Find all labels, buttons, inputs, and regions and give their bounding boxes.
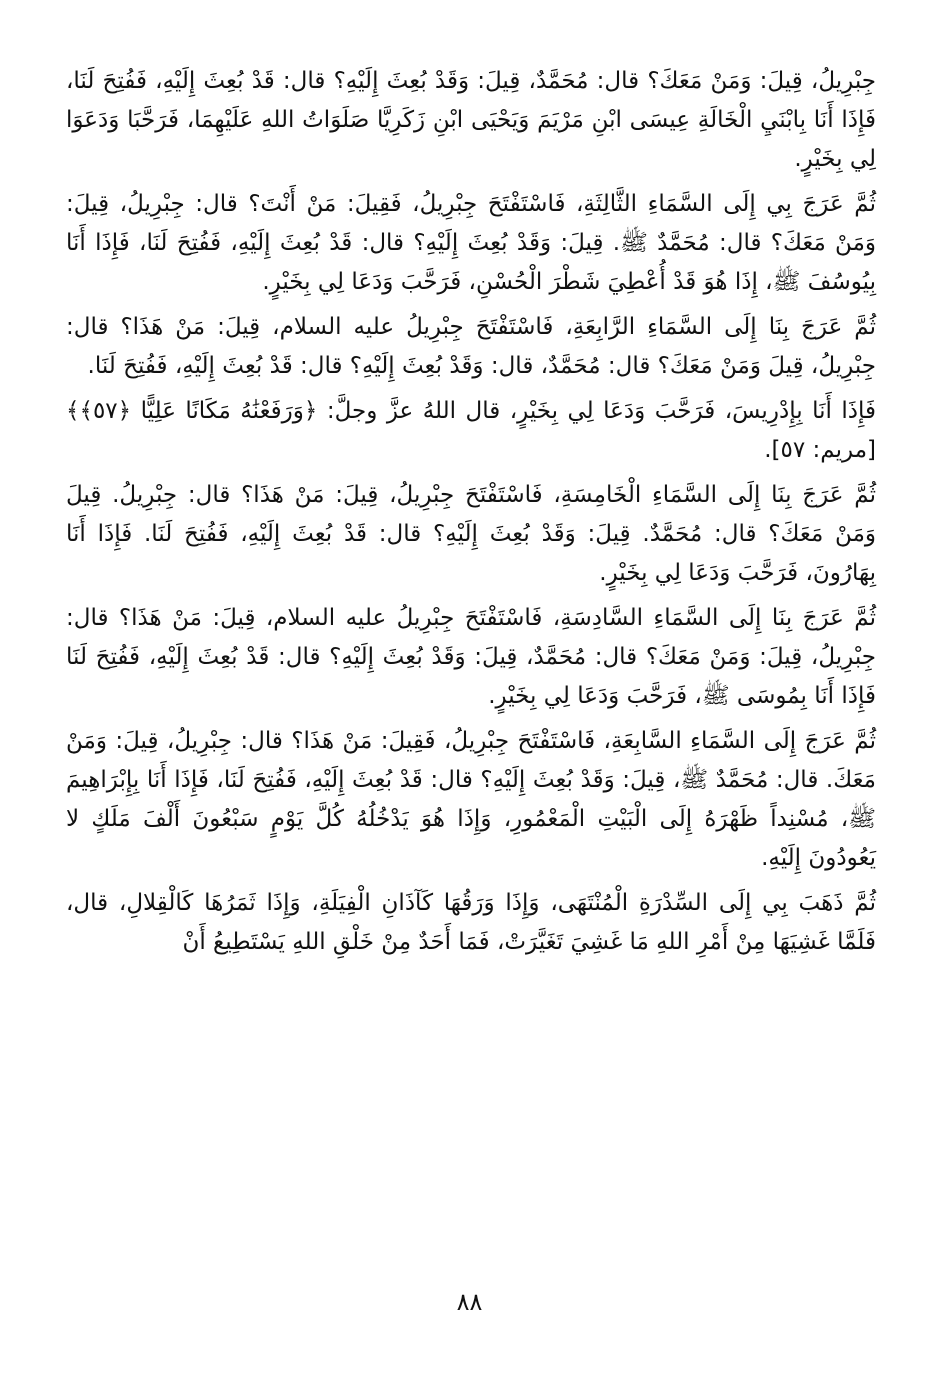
paragraph-6: ثُمَّ عَرَجَ بِنَا إِلَى السَّمَاءِ السَّادِسَةِ، فَاسْتَفْتَحَ جِبْرِيلُ عليه السلام، قِيلَ: مَنْ هَذَا؟ قال: جِبْرِيلُ، قِيلَ: وَمَنْ مَعَكَ؟ قال: مُحَمَّدٌ، قِيلَ: وَقَدْ بُعِثَ إِلَيْهِ؟ قال: قَدْ بُعِثَ إِلَيْهِ، فَفُتِحَ لَنَا فَإِذَا أَنَا بِمُوسَى ﷺ، فَرَحَّبَ وَدَعَا لِي بِخَيْرٍ. [66,605,876,709]
page-body [66,62,876,968]
paragraph-2: ثُمَّ عَرَجَ بِي إِلَى السَّمَاءِ الثَّالِثَةِ، فَاسْتَفْتَحَ جِبْرِيلُ، فَقِيلَ: مَنْ أَنْتَ؟ قال: جِبْرِيلُ، قِيلَ: وَمَنْ مَعَكَ؟ قال: مُحَمَّدٌ ﷺ. قِيلَ: وَقَدْ بُعِثَ إِلَيْهِ؟ قال: قَدْ بُعِثَ إِلَيْهِ، فَفُتِحَ لَنَا، فَإِذَا أَنَا بِيُوسُفَ ﷺ، إِذَا هُوَ قَدْ أُعْطِيَ شَطْرَ الْحُسْنِ، فَرَحَّبَ وَدَعَا لِي بِخَيْرٍ. [66,191,876,295]
paragraph-1: جِبْرِيلُ، قِيلَ: وَمَنْ مَعَكَ؟ قال: مُحَمَّدٌ، قِيلَ: وَقَدْ بُعِثَ إِلَيْهِ؟ قال: قَدْ بُعِثَ إِلَيْهِ، فَفُتِحَ لَنَا، فَإِذَا أَنَا بِابْنَيِ الْخَالَةِ عِيسَى ابْنِ مَرْيَمَ وَيَحْيَى ابْنِ زَكَرِيَّا صَلَوَاتُ اللهِ عَلَيْهِمَا، فَرَحَّبَا وَدَعَوَا لِي بِخَيْرٍ. [66,68,876,172]
paragraph-3: ثُمَّ عَرَجَ بِنَا إِلَى السَّمَاءِ الرَّابِعَةِ، فَاسْتَفْتَحَ جِبْرِيلُ عليه السلام، قِيلَ: مَنْ هَذَا؟ قال: جِبْرِيلُ، قِيلَ وَمَنْ مَعَكَ؟ قال: مُحَمَّدٌ، قال: وَقَدْ بُعِثَ إِلَيْهِ؟ قال: قَدْ بُعِثَ إِلَيْهِ، فَفُتِحَ لَنَا. [66,314,876,379]
paragraph-8: ثُمَّ ذَهَبَ بِي إِلَى السِّدْرَةِ الْمُنْتَهَى، وَإِذَا وَرَقُهَا كَآذَانِ الْفِيَلَةِ، وَإِذَا ثَمَرُهَا كَالْقِلالِ، قال، فَلَمَّا غَشِيَهَا مِنْ أَمْرِ اللهِ مَا غَشِيَ تَغَيَّرَتْ، فَمَا أَحَدٌ مِنْ خَلْقِ اللهِ يَسْتَطِيعُ أَنْ [66,890,876,955]
paragraph-7: ثُمَّ عَرَجَ إِلَى السَّمَاءِ السَّابِعَةِ، فَاسْتَفْتَحَ جِبْرِيلُ، فَقِيلَ: مَنْ هَذَا؟ قال: جِبْرِيلُ، قِيلَ: وَمَنْ مَعَكَ. قال: مُحَمَّدٌ ﷺ، قِيلَ: وَقَدْ بُعِثَ إِلَيْهِ؟ قال: قَدْ بُعِثَ إِلَيْهِ، فَفُتِحَ لَنَا، فَإِذَا أَنَا بِإِبْرَاهِيمَ ﷺ، مُسْنِداً ظَهْرَهُ إِلَى الْبَيْتِ الْمَعْمُورِ، وَإِذَا هُوَ يَدْخُلُهُ كُلَّ يَوْمٍ سَبْعُونَ أَلْفَ مَلَكٍ لا يَعُودُونَ إِلَيْهِ. [66,728,876,871]
paragraph-4-quran-verse: فَإِذَا أَنَا بِإِدْرِيسَ، فَرَحَّبَ وَدَعَا لِي بِخَيْرٍ، قال اللهُ عزَّ وجلَّ: ﴿وَرَفَعْنَٰهُ مَكَانًا عَلِيًّا ﴿٥٧﴾﴾ [مريم: ٥٧]. [66,398,876,463]
page-number: ٨٨ [456,1288,483,1316]
paragraph-5: ثُمَّ عَرَجَ بِنَا إِلَى السَّمَاءِ الْخَامِسَةِ، فَاسْتَفْتَحَ جِبْرِيلُ، قِيلَ: مَنْ هَذَا؟ قال: جِبْرِيلُ. قِيلَ وَمَنْ مَعَكَ؟ قال: مُحَمَّدٌ. قِيلَ: وَقَدْ بُعِثَ إِلَيْهِ؟ قال: قَدْ بُعِثَ إِلَيْهِ، فَفُتِحَ لَنَا. فَإِذَا أَنَا بِهَارُونَ، فَرَحَّبَ وَدَعَا لِي بِخَيْرٍ. [66,482,876,586]
